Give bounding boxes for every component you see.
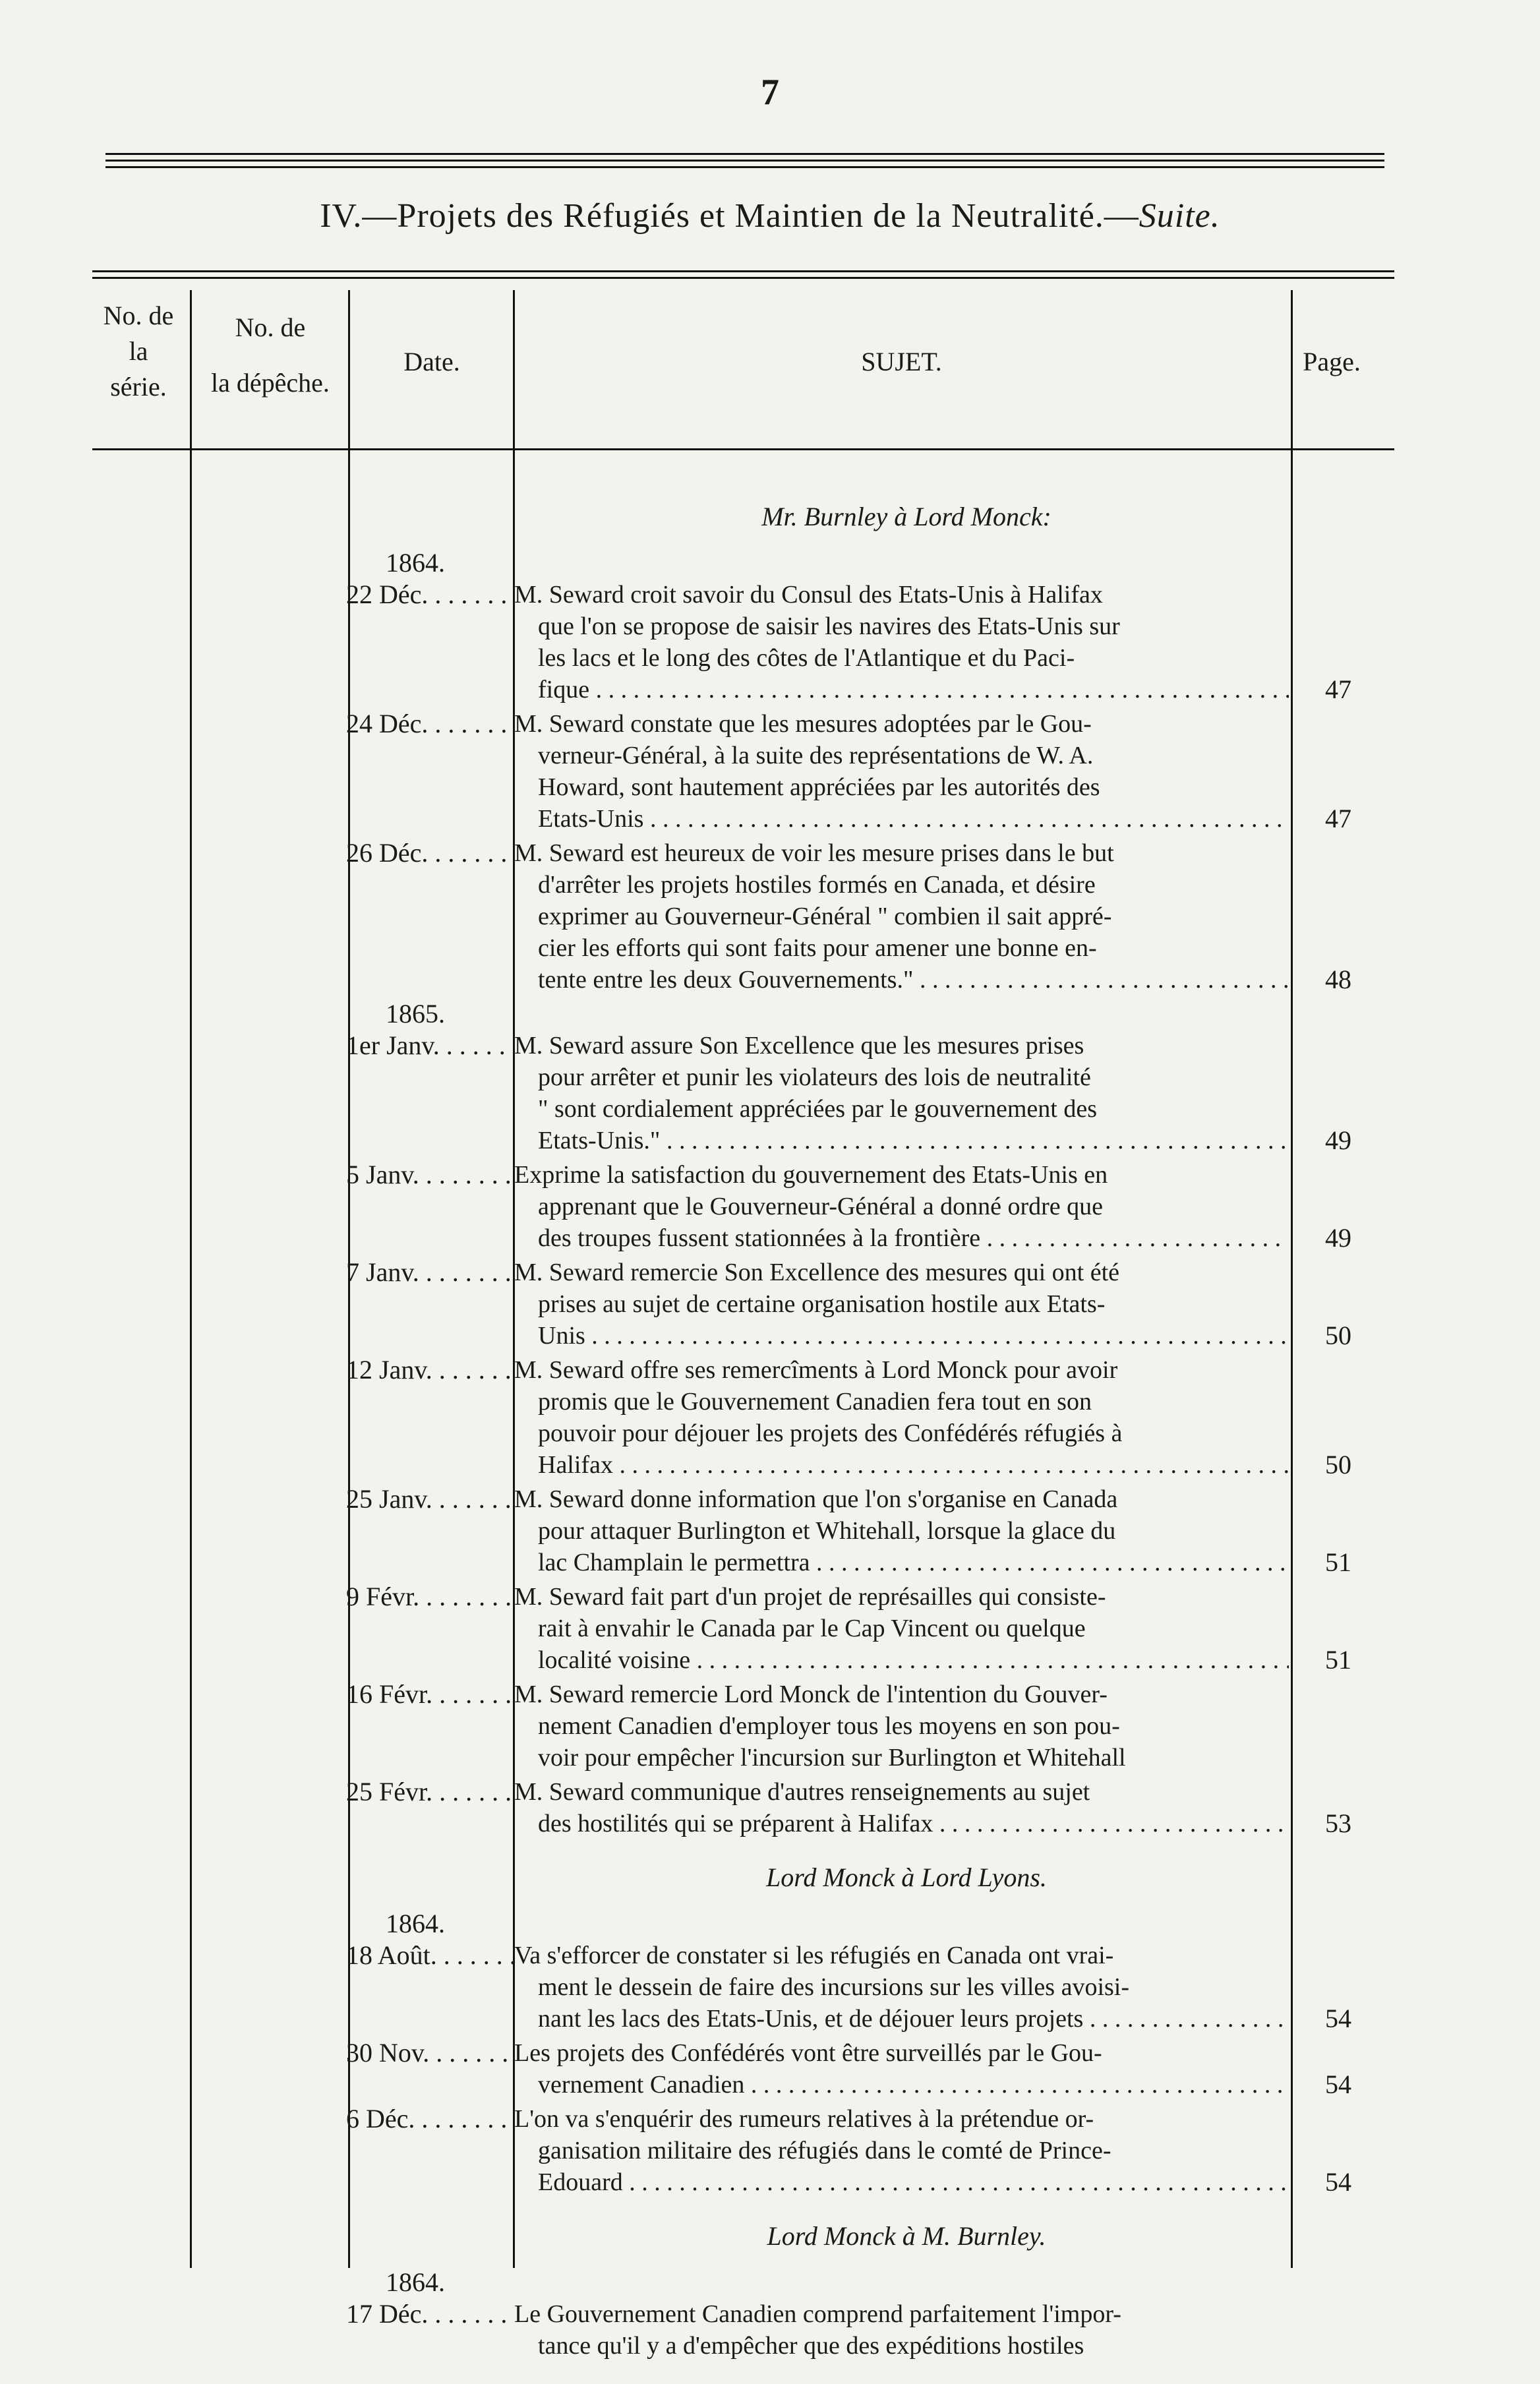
entry-subject-line: pour arrêter et punir les violateurs des lois de neutralité: [538, 1063, 1091, 1091]
entry-subject-line: M. Seward est heureux de voir les mesure prises dans le but: [514, 839, 1114, 867]
entry-subject-line: verneur-Général, à la suite des représentations de W. A.: [538, 742, 1094, 769]
entry-subject-line: ganisation militaire des réfugiés dans le comté de Prince-: [538, 2137, 1111, 2164]
entry-page: 54: [1325, 2167, 1351, 2197]
entry-subject-line: des troupes fussent stationnées à la frontière . . .: [514, 1222, 1289, 1254]
entry-page: 47: [1325, 804, 1351, 833]
header-serie: [86, 298, 191, 405]
entry-page: 54: [1325, 2070, 1351, 2099]
entry-subject: [514, 2298, 1289, 2362]
entry-page: 51: [1325, 1547, 1351, 1577]
header-serie-line1: No. de: [103, 301, 174, 330]
entry-subject-line: Exprime la satisfaction du gouvernement des Etats-Unis en: [514, 1161, 1108, 1189]
entry-date: 17 Déc. . . .: [346, 2298, 514, 2329]
entry-subject-line: exprimer au Gouverneur-Général " combien il sait appré-: [538, 903, 1112, 930]
entry-subject-line: Les projets des Confédérés vont être surveillés par le Gou-: [514, 2039, 1102, 2067]
entry-subject-line: tance qu'il y a d'empêcher que des expéditions hostiles: [538, 2332, 1084, 2360]
entry-subject-line: " sont cordialement appréciées par le gouvernement des: [538, 1095, 1098, 1123]
entry-subject: [514, 708, 1289, 835]
entry-subject-line: tente entre les deux Gouvernements." . . .: [514, 964, 1289, 996]
entry-subject-line: M. Seward communique d'autres renseignements au sujet: [514, 1778, 1090, 1806]
entry-page: 51: [1325, 1645, 1351, 1675]
header-sujet: SUJET.: [861, 347, 942, 376]
entry-page: 49: [1325, 1223, 1351, 1253]
section-title: Lord Monck à Lord Lyons.: [766, 1862, 1047, 1892]
entry-subject-line: nement Canadien d'employer tous les moyens en son pou-: [538, 1712, 1120, 1740]
entry-date: 26 Déc. . . .: [346, 837, 514, 868]
entry-subject: [514, 1257, 1289, 1352]
header-serie-line2: la: [129, 336, 148, 366]
header-rule-top-1: [92, 270, 1394, 272]
entry-date: 1er Janv. . . .: [346, 1030, 514, 1061]
entry-subject-line: L'on va s'enquérir des rumeurs relatives à la prétendue or-: [514, 2105, 1094, 2133]
entry-subject: [514, 579, 1289, 705]
entry-subject: [514, 1354, 1289, 1481]
header-date: Date.: [403, 347, 460, 376]
entry-date: 25 Févr. . . .: [346, 1776, 514, 1807]
page-number: 7: [761, 72, 779, 113]
entry-subject-line: pouvoir pour déjouer les projets des Confédérés réfugiés à: [538, 1419, 1123, 1447]
header-depeche: [191, 310, 349, 401]
page-title: [0, 196, 1540, 235]
header-depeche-line1: No. de: [235, 313, 306, 342]
entry-year: 1864.: [386, 2267, 445, 2297]
header-rule-top-2: [92, 277, 1394, 279]
entry-page: 53: [1325, 1808, 1351, 1838]
entry-subject-line: promis que le Gouvernement Canadien fera tout en son: [538, 1388, 1092, 1416]
entry-subject: [514, 1679, 1289, 1773]
entry-year: 1864.: [386, 1909, 445, 1938]
header-page: Page.: [1303, 347, 1361, 376]
entry-date: 16 Févr. . . .: [346, 1679, 514, 1710]
entry-subject-line: pour attaquer Burlington et Whitehall, lorsque la glace du: [538, 1517, 1116, 1545]
entry-date: 9 Févr. . . .: [346, 1581, 514, 1612]
entry-subject-line: lac Champlain le permettra . . .: [514, 1547, 1289, 1578]
entry-page: 48: [1325, 965, 1351, 994]
title-suite: Suite.: [1139, 197, 1220, 235]
entry-subject-line: apprenant que le Gouverneur-Général a donné ordre que: [538, 1193, 1104, 1220]
entry-subject-line: Va s'efforcer de constater si les réfugiés en Canada ont vrai-: [514, 1942, 1114, 1969]
entry-subject-line: Halifax . . .: [514, 1449, 1289, 1481]
column-line-4: [1291, 290, 1293, 2268]
entry-subject: [514, 2103, 1289, 2198]
entry-page: 47: [1325, 674, 1351, 704]
entry-subject-line: Edouard . . .: [514, 2166, 1289, 2198]
entry-subject-line: les lacs et le long des côtes de l'Atlantique et du Paci-: [538, 644, 1075, 672]
entry-date: 12 Janv. . . .: [346, 1354, 514, 1385]
column-line-1: [190, 290, 192, 2268]
entry-subject-line: vernement Canadien . . .: [514, 2069, 1289, 2101]
entry-year: 1865.: [386, 999, 445, 1028]
entry-subject-line: prises au sujet de certaine organisation hostile aux Etats-: [538, 1290, 1106, 1318]
entry-date: 6 Déc. . . .: [346, 2103, 514, 2134]
entry-year: 1864.: [386, 548, 445, 578]
entry-subject-line: Unis . . .: [514, 1320, 1289, 1352]
entry-subject-line: fique . . .: [514, 674, 1289, 705]
entry-subject-line: M. Seward fait part d'un projet de représailles qui consiste-: [514, 1583, 1106, 1611]
header-depeche-line2: la dépêche.: [211, 368, 330, 398]
entry-subject: [514, 1940, 1289, 2035]
entry-subject: [514, 1159, 1289, 1254]
entry-page: 50: [1325, 1450, 1351, 1479]
entry-date: 25 Janv. . . .: [346, 1483, 514, 1514]
entry-subject-line: cier les efforts qui sont faits pour amener une bonne en-: [538, 934, 1097, 962]
entry-page: 54: [1325, 2004, 1351, 2033]
entry-subject: [514, 1581, 1289, 1676]
entry-subject-line: d'arrêter les projets hostiles formés en Canada, et désire: [538, 871, 1096, 899]
entry-subject-line: M. Seward croit savoir du Consul des Etats-Unis à Halifax: [514, 581, 1103, 609]
top-rule-1: [105, 153, 1384, 155]
entry-subject-line: voir pour empêcher l'incursion sur Burlington et Whitehall: [538, 1744, 1126, 1772]
entry-subject-line: rait à envahir le Canada par le Cap Vincent ou quelque: [538, 1615, 1086, 1642]
entry-subject-line: Etats-Unis." . . .: [514, 1125, 1289, 1156]
header-serie-line3: série.: [110, 372, 167, 402]
entry-subject-line: que l'on se propose de saisir les navires des Etats-Unis sur: [538, 612, 1120, 640]
entry-date: 7 Janv. . . .: [346, 1257, 514, 1288]
entry-page: 50: [1325, 1321, 1351, 1350]
entry-subject-line: Etats-Unis . . .: [514, 803, 1289, 835]
entry-subject-line: M. Seward constate que les mesures adoptées par le Gou-: [514, 710, 1092, 738]
entry-date: 5 Janv. . . .: [346, 1159, 514, 1190]
top-rule-2: [105, 160, 1384, 162]
entry-date: 18 Août. . . .: [346, 1940, 514, 1971]
top-rule-3: [105, 166, 1384, 168]
entry-date: 22 Déc. . . .: [346, 579, 514, 610]
entry-subject-line: des hostilités qui se préparent à Halifax . . .: [514, 1808, 1289, 1839]
entry-date: 24 Déc. . . .: [346, 708, 514, 739]
header-rule-bottom: [92, 448, 1394, 450]
entry-page: 49: [1325, 1125, 1351, 1155]
entry-subject: [514, 1776, 1289, 1839]
entry-subject-line: M. Seward remercie Lord Monck de l'intention du Gouver-: [514, 1681, 1108, 1708]
title-main: IV.—Projets des Réfugiés et Maintien de la Neutralité.—: [320, 197, 1139, 235]
entry-subject-line: Howard, sont hautement appréciées par les autorités des: [538, 773, 1100, 801]
entry-subject: [514, 1030, 1289, 1156]
entry-subject-line: localité voisine . . .: [514, 1644, 1289, 1676]
entry-subject-line: M. Seward offre ses remercîments à Lord Monck pour avoir: [514, 1356, 1118, 1384]
entry-subject: [514, 1483, 1289, 1578]
section-title: Lord Monck à M. Burnley.: [767, 2221, 1046, 2251]
entry-subject-line: nant les lacs des Etats-Unis, et de déjouer leurs projets . . .: [514, 2003, 1289, 2035]
entry-date: 30 Nov. . . .: [346, 2037, 514, 2068]
entry-subject-line: M. Seward donne information que l'on s'organise en Canada: [514, 1485, 1118, 1513]
entry-subject-line: M. Seward remercie Son Excellence des mesures qui ont été: [514, 1259, 1120, 1286]
entry-subject: [514, 2037, 1289, 2101]
entry-subject: [514, 837, 1289, 996]
section-title: Mr. Burnley à Lord Monck:: [761, 502, 1051, 531]
entry-subject-line: ment le dessein de faire des incursions sur les villes avoisi-: [538, 1973, 1130, 2001]
entry-subject-line: M. Seward assure Son Excellence que les mesures prises: [514, 1032, 1084, 1059]
entry-subject-line: Le Gouvernement Canadien comprend parfaitement l'impor-: [514, 2300, 1121, 2328]
